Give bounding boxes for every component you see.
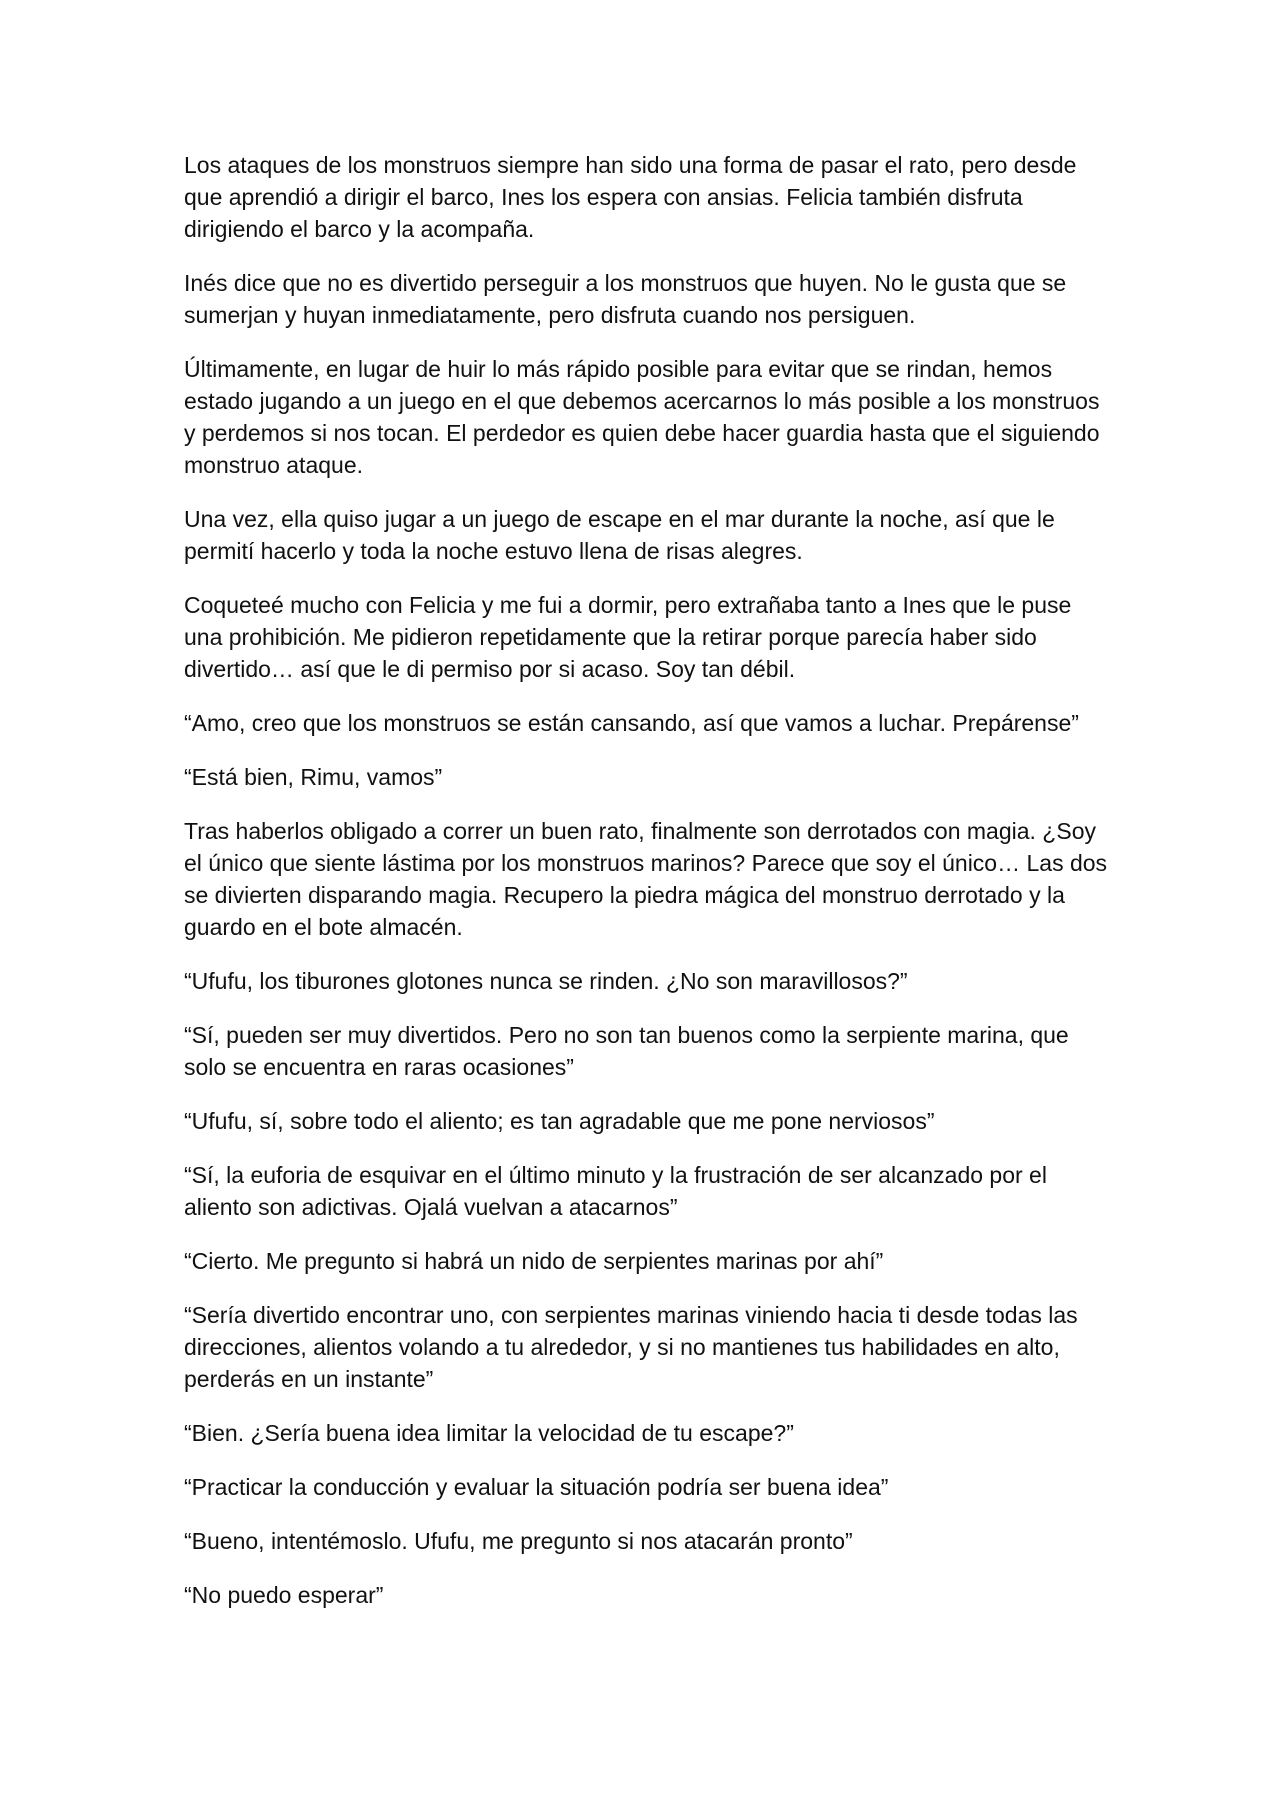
dialogue-paragraph: “Bien. ¿Sería buena idea limitar la velocidad de tu escape?” [184, 1420, 794, 1446]
dialogue-paragraph: “Practicar la conducción y evaluar la situación podría ser buena idea” [184, 1474, 889, 1500]
paragraph: Últimamente, en lugar de huir lo más rápido posible para evitar que se rindan, hemos estado jugando a un juego en el que debemos acercarnos lo más posible a los monstruos y perdemos si nos tocan. El perdedor es quien debe hacer guardia hasta que el siguiendo monstruo ataque. [184, 356, 1100, 478]
dialogue-paragraph: “Amo, creo que los monstruos se están cansando, así que vamos a luchar. Prepárense” [184, 710, 1079, 736]
paragraph: Coqueteé mucho con Felicia y me fui a dormir, pero extrañaba tanto a Ines que le puse una prohibición. Me pidieron repetidamente que la retirar porque parecía haber sido divertido… así que le di permiso por si acaso. Soy tan débil. [184, 592, 1072, 682]
paragraph: Tras haberlos obligado a correr un buen rato, finalmente son derrotados con magia. ¿Soy el único que siente lástima por los monstruos marinos? Parece que soy el único… Las dos se divierten disparando magia. Recupero la piedra mágica del monstruo derrotado y la guardo en el bote almacén. [184, 818, 1108, 940]
dialogue-paragraph: “Sí, la euforia de esquivar en el último minuto y la frustración de ser alcanzado por el aliento son adictivas. Ojalá vuelvan a atacarnos” [184, 1162, 1047, 1220]
dialogue-paragraph: “Ufufu, sí, sobre todo el aliento; es tan agradable que me pone nerviosos” [184, 1108, 935, 1134]
paragraph: Inés dice que no es divertido perseguir a los monstruos que huyen. No le gusta que se sumerjan y huyan inmediatamente, pero disfruta cuando nos persiguen. [184, 270, 1067, 328]
dialogue-paragraph: “Bueno, intentémoslo. Ufufu, me pregunto si nos atacarán pronto” [184, 1528, 853, 1554]
paragraph: Los ataques de los monstruos siempre han sido una forma de pasar el rato, pero desde que aprendió a dirigir el barco, Ines los espera con ansias. Felicia también disfruta dirigiendo el barco y la acompaña. [184, 152, 1077, 242]
dialogue-paragraph: “Cierto. Me pregunto si habrá un nido de serpientes marinas por ahí” [184, 1248, 884, 1274]
dialogue-paragraph: “Ufufu, los tiburones glotones nunca se rinden. ¿No son maravillosos?” [184, 968, 908, 994]
paragraph: Una vez, ella quiso jugar a un juego de escape en el mar durante la noche, así que le permití hacerlo y toda la noche estuvo llena de risas alegres. [184, 506, 1055, 564]
dialogue-paragraph: “Está bien, Rimu, vamos” [184, 764, 443, 790]
document-body [184, 149, 1114, 1633]
dialogue-paragraph: “No puedo esperar” [184, 1582, 384, 1608]
dialogue-paragraph: “Sería divertido encontrar uno, con serpientes marinas viniendo hacia ti desde todas las direcciones, alientos volando a tu alrededor, y si no mantienes tus habilidades en alto, perderás en un instante” [184, 1302, 1078, 1392]
dialogue-paragraph: “Sí, pueden ser muy divertidos. Pero no son tan buenos como la serpiente marina, que solo se encuentra en raras ocasiones” [184, 1022, 1069, 1080]
